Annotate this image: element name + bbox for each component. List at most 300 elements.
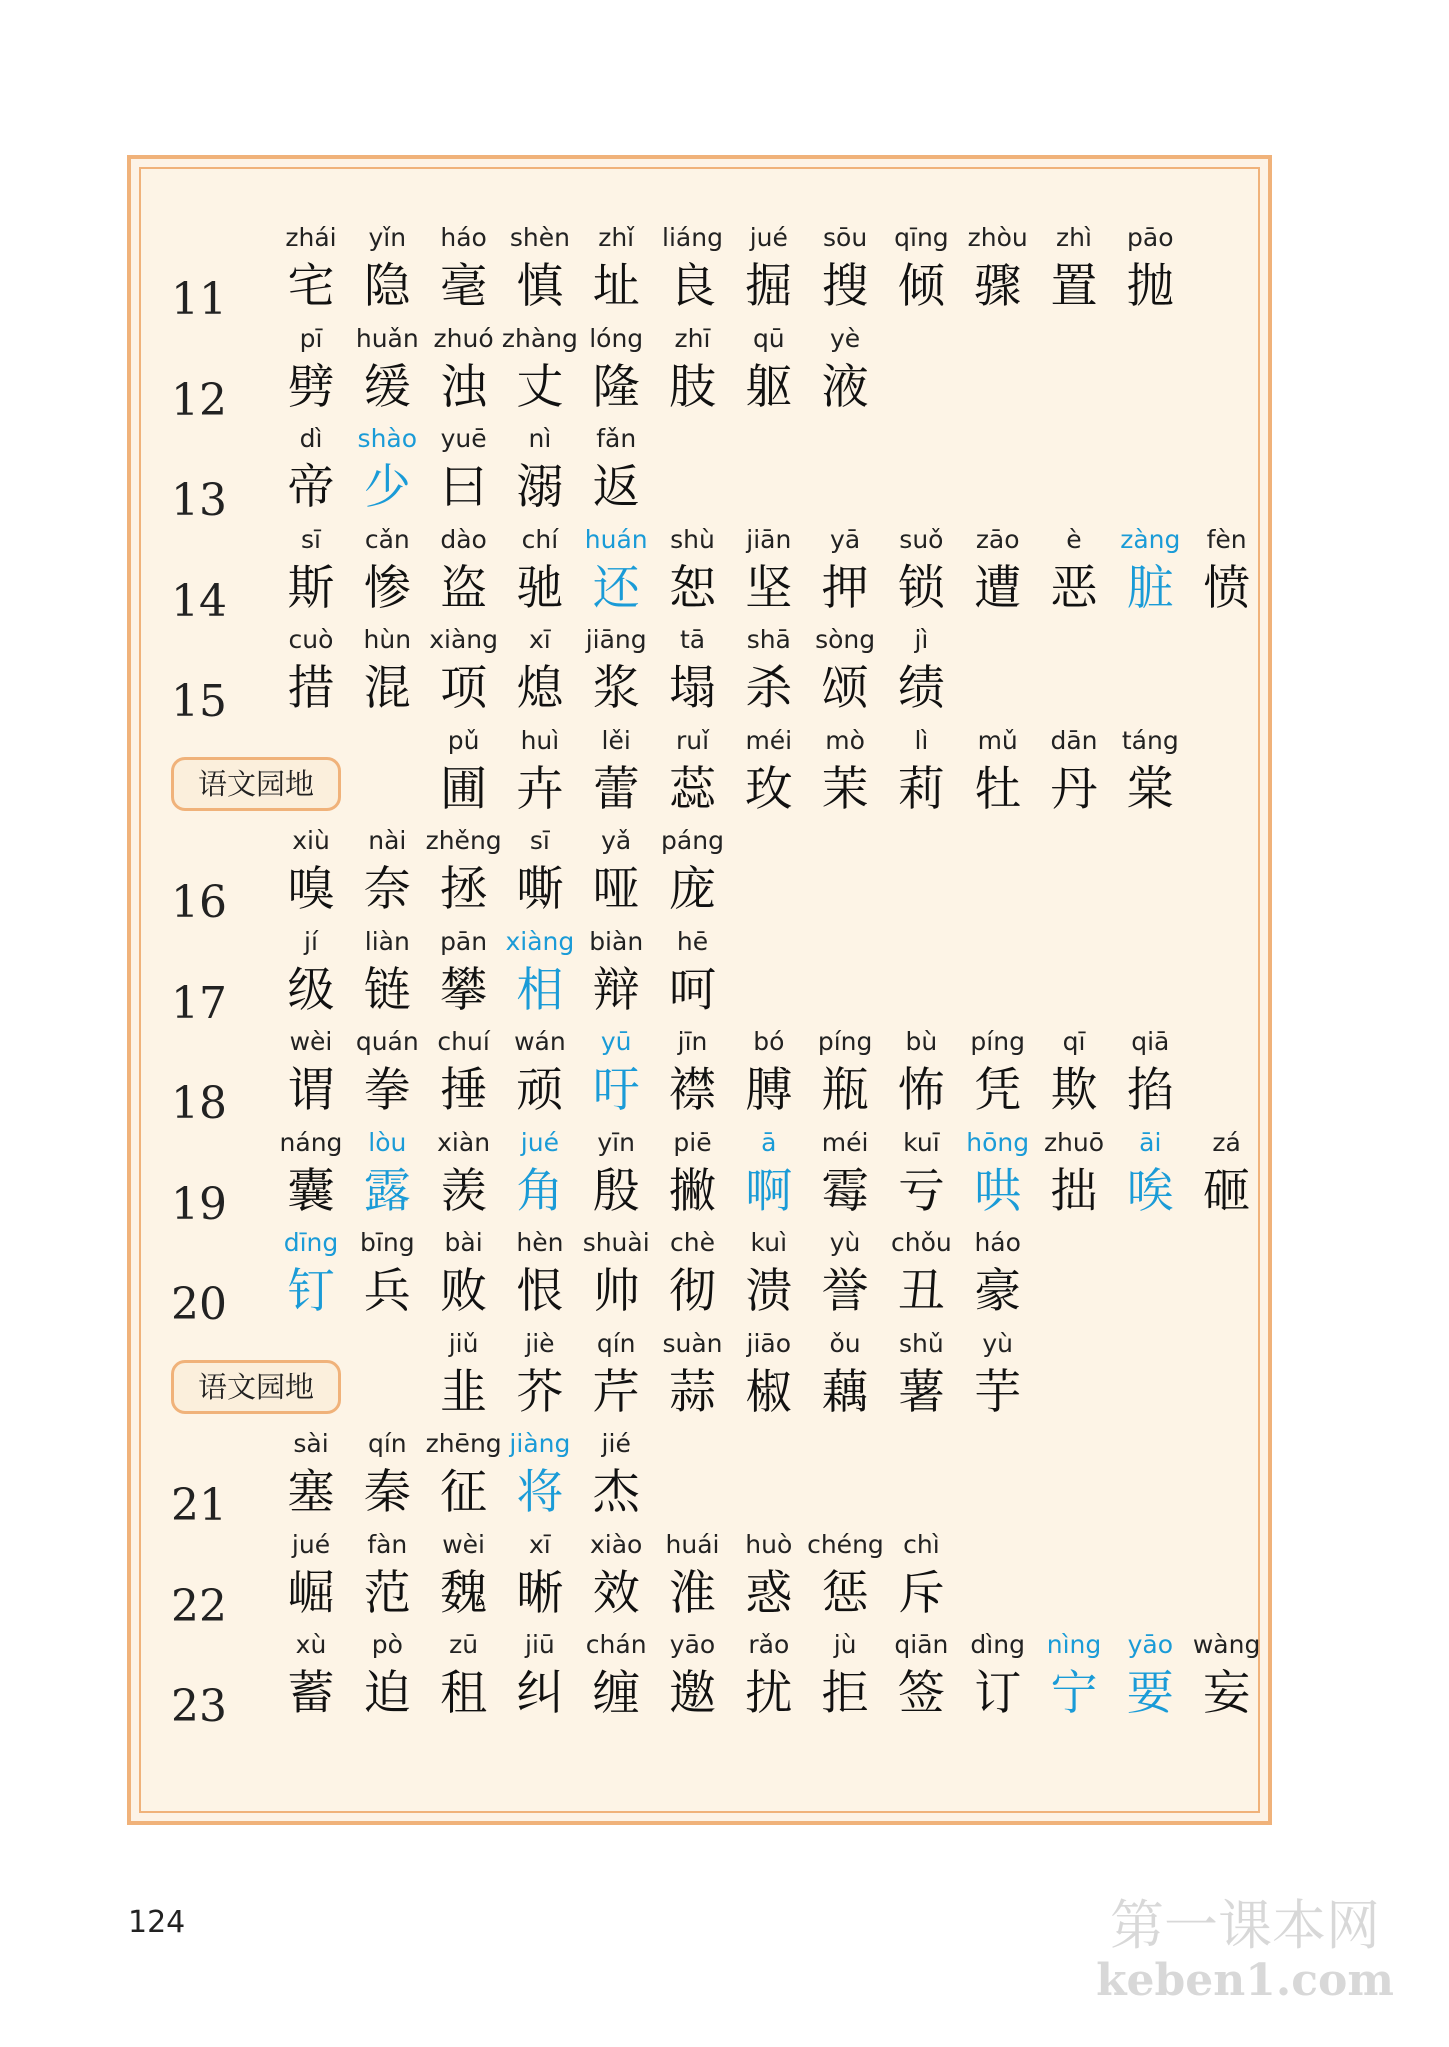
character-cell bbox=[1189, 1626, 1265, 1724]
pinyin: jiāo bbox=[746, 1328, 792, 1358]
hanzi: 坚 bbox=[745, 560, 793, 616]
hanzi: 啊 bbox=[745, 1163, 793, 1219]
pinyin: wàng bbox=[1192, 1630, 1261, 1659]
lesson-row bbox=[141, 822, 1258, 928]
character-cell bbox=[426, 420, 502, 518]
character-cell bbox=[807, 1626, 883, 1724]
hanzi: 将 bbox=[516, 1465, 564, 1520]
lesson-row bbox=[141, 923, 1258, 1029]
character-cell bbox=[1112, 1023, 1188, 1121]
character-cell bbox=[883, 521, 959, 619]
pinyin: ruǐ bbox=[675, 725, 710, 755]
pinyin: chì bbox=[903, 1529, 940, 1559]
hanzi: 薯 bbox=[897, 1364, 945, 1420]
character-cell bbox=[349, 1526, 425, 1624]
character-cell bbox=[349, 923, 425, 1021]
watermark bbox=[1085, 1895, 1405, 2005]
pinyin: zhòu bbox=[967, 223, 1028, 252]
hanzi: 混 bbox=[363, 661, 411, 716]
hanzi: 订 bbox=[974, 1666, 1022, 1721]
hanzi: 芋 bbox=[974, 1364, 1022, 1420]
pinyin: ā bbox=[761, 1127, 777, 1157]
hanzi: 躯 bbox=[745, 359, 793, 415]
hanzi: 范 bbox=[363, 1565, 411, 1621]
lesson-number: 11 bbox=[171, 274, 227, 325]
polyphonic-character bbox=[1112, 521, 1188, 619]
hanzi: 杰 bbox=[592, 1465, 640, 1520]
pinyin: chí bbox=[521, 524, 559, 554]
pinyin: sài bbox=[293, 1429, 329, 1458]
lesson-number: 16 bbox=[171, 877, 227, 928]
pinyin: pò bbox=[371, 1630, 403, 1659]
pinyin: chuí bbox=[437, 1027, 490, 1056]
hanzi: 韭 bbox=[440, 1364, 488, 1420]
character-cell bbox=[502, 320, 578, 418]
pinyin: qī bbox=[1062, 1027, 1086, 1056]
pinyin: bīng bbox=[360, 1228, 415, 1257]
pinyin: dì bbox=[299, 424, 323, 453]
polyphonic-character bbox=[960, 1124, 1036, 1222]
section-row-yuwen-yuandi bbox=[141, 1325, 1258, 1425]
character-cell bbox=[578, 1325, 654, 1423]
hanzi: 嘶 bbox=[516, 862, 564, 917]
polyphonic-character bbox=[502, 1124, 578, 1222]
hanzi: 芥 bbox=[516, 1364, 564, 1420]
character-cell bbox=[349, 521, 425, 619]
character-cell bbox=[731, 1626, 807, 1724]
pinyin: bài bbox=[444, 1228, 483, 1257]
pinyin: jí bbox=[304, 926, 318, 956]
hanzi: 宁 bbox=[1050, 1666, 1098, 1721]
hanzi: 棠 bbox=[1126, 761, 1174, 817]
character-cell bbox=[960, 1224, 1036, 1322]
character-cell bbox=[960, 1626, 1036, 1724]
character-cell bbox=[349, 1224, 425, 1322]
character-cell bbox=[273, 1023, 349, 1121]
character-cell bbox=[349, 320, 425, 418]
character-cell bbox=[349, 219, 425, 317]
character-cell bbox=[655, 219, 731, 317]
hanzi: 誉 bbox=[821, 1264, 869, 1319]
hanzi: 庞 bbox=[669, 862, 716, 917]
character-cell bbox=[426, 1124, 502, 1222]
hanzi: 掐 bbox=[1126, 1063, 1174, 1118]
hanzi: 颂 bbox=[821, 661, 869, 716]
character-cell bbox=[426, 1023, 502, 1121]
character-cell bbox=[578, 923, 654, 1021]
hanzi: 崛 bbox=[287, 1565, 335, 1621]
hanzi: 倾 bbox=[897, 259, 945, 314]
pinyin: hùn bbox=[363, 625, 412, 654]
hanzi: 溃 bbox=[745, 1264, 793, 1319]
pinyin: zāo bbox=[975, 524, 1020, 554]
character-cell bbox=[655, 722, 731, 820]
hanzi: 哄 bbox=[974, 1163, 1022, 1219]
pinyin: bó bbox=[753, 1027, 785, 1056]
lesson-number: 22 bbox=[171, 1580, 227, 1632]
hanzi: 毫 bbox=[440, 259, 488, 314]
pinyin: lòu bbox=[368, 1127, 407, 1157]
pinyin: ǒu bbox=[829, 1328, 861, 1358]
character-cell bbox=[426, 1325, 502, 1423]
pinyin: shào bbox=[357, 424, 418, 453]
hanzi: 圃 bbox=[440, 761, 488, 817]
character-cell bbox=[273, 1526, 349, 1624]
hanzi: 莉 bbox=[897, 761, 945, 817]
character-cell bbox=[807, 219, 883, 317]
hanzi: 掘 bbox=[745, 259, 793, 314]
pinyin: zhǐ bbox=[598, 223, 635, 252]
character-cell bbox=[273, 219, 349, 317]
hanzi: 顽 bbox=[516, 1063, 564, 1118]
hanzi: 欺 bbox=[1050, 1063, 1098, 1118]
hanzi: 返 bbox=[592, 460, 640, 515]
pinyin: táng bbox=[1121, 725, 1179, 755]
lesson-number: 21 bbox=[171, 1480, 227, 1531]
hanzi: 惨 bbox=[363, 560, 411, 616]
hanzi: 浆 bbox=[592, 661, 640, 716]
character-cell bbox=[655, 1626, 731, 1724]
lesson-row bbox=[141, 1626, 1261, 1732]
hanzi: 芹 bbox=[592, 1364, 640, 1420]
hanzi: 斯 bbox=[287, 560, 335, 616]
polyphonic-character bbox=[349, 420, 425, 518]
character-table-frame bbox=[127, 155, 1272, 1825]
watermark-line2: keben1.com bbox=[1096, 1955, 1394, 2006]
lesson-row bbox=[141, 420, 1258, 526]
pinyin: píng bbox=[970, 1027, 1025, 1056]
hanzi: 哑 bbox=[592, 862, 640, 917]
lesson-number: 15 bbox=[171, 676, 227, 727]
character-cell bbox=[1036, 1124, 1112, 1222]
hanzi: 囊 bbox=[287, 1163, 335, 1219]
pinyin: dīng bbox=[283, 1228, 339, 1257]
hanzi: 遭 bbox=[974, 560, 1022, 616]
pinyin: quán bbox=[355, 1027, 419, 1056]
pinyin: sōu bbox=[823, 223, 868, 252]
watermark-line1: 第一课本网 bbox=[1110, 1894, 1380, 1957]
pinyin: jié bbox=[601, 1429, 631, 1458]
pinyin: shǔ bbox=[899, 1328, 944, 1358]
character-cell bbox=[655, 822, 731, 920]
section-row-yuwen-yuandi bbox=[141, 722, 1258, 822]
pinyin: zū bbox=[449, 1630, 479, 1659]
character-cell bbox=[578, 822, 654, 920]
hanzi: 牡 bbox=[974, 761, 1022, 817]
polyphonic-character bbox=[1112, 1124, 1188, 1222]
pinyin: jiè bbox=[525, 1328, 555, 1358]
character-cell bbox=[349, 1626, 425, 1724]
hanzi: 邀 bbox=[669, 1666, 716, 1721]
character-cell bbox=[807, 521, 883, 619]
character-cell bbox=[426, 320, 502, 418]
pinyin: liàn bbox=[364, 926, 410, 956]
pinyin: xiào bbox=[590, 1529, 643, 1559]
character-cell bbox=[1189, 1124, 1265, 1222]
pinyin: zhēng bbox=[425, 1429, 502, 1458]
pinyin: pī bbox=[299, 323, 323, 353]
hanzi: 露 bbox=[363, 1163, 411, 1219]
hanzi: 盗 bbox=[440, 560, 488, 616]
pinyin: fǎn bbox=[596, 424, 637, 453]
character-cell bbox=[655, 1526, 731, 1624]
pinyin: zhěng bbox=[425, 826, 502, 855]
hanzi: 拙 bbox=[1050, 1163, 1098, 1219]
pinyin: jù bbox=[833, 1630, 857, 1659]
pinyin: lěi bbox=[601, 725, 631, 755]
character-cell bbox=[426, 1425, 502, 1523]
hanzi: 呵 bbox=[669, 962, 716, 1018]
character-cell bbox=[807, 1325, 883, 1423]
character-cell bbox=[883, 1626, 959, 1724]
character-cell bbox=[731, 1224, 807, 1322]
lesson-number: 14 bbox=[171, 575, 227, 627]
character-cell bbox=[1036, 722, 1112, 820]
character-cell bbox=[273, 621, 349, 719]
hanzi: 吁 bbox=[592, 1063, 640, 1118]
pinyin: xù bbox=[295, 1630, 327, 1659]
pinyin: jué bbox=[520, 1127, 559, 1157]
polyphonic-character bbox=[502, 1425, 578, 1523]
pinyin: liáng bbox=[662, 223, 723, 252]
hanzi: 级 bbox=[287, 962, 335, 1018]
character-cell bbox=[1036, 1023, 1112, 1121]
hanzi: 项 bbox=[440, 661, 488, 716]
pinyin: xiàng bbox=[429, 625, 498, 654]
pinyin: zhì bbox=[1056, 223, 1092, 252]
character-cell bbox=[426, 219, 502, 317]
hanzi: 纠 bbox=[516, 1666, 564, 1721]
character-cell bbox=[502, 1526, 578, 1624]
pinyin: xī bbox=[529, 625, 551, 654]
character-cell bbox=[807, 1023, 883, 1121]
pinyin: huái bbox=[665, 1529, 720, 1559]
lesson-number: 12 bbox=[171, 374, 227, 426]
pinyin: fèn bbox=[1206, 524, 1247, 554]
pinyin: náng bbox=[279, 1127, 343, 1157]
hanzi: 撇 bbox=[669, 1163, 716, 1219]
character-cell bbox=[273, 1425, 349, 1523]
hanzi: 惩 bbox=[821, 1565, 869, 1621]
polyphonic-character bbox=[1112, 1626, 1188, 1724]
hanzi: 晰 bbox=[516, 1565, 564, 1621]
hanzi: 恨 bbox=[516, 1264, 564, 1319]
character-cell bbox=[883, 1325, 959, 1423]
hanzi: 相 bbox=[516, 962, 564, 1018]
pinyin: sī bbox=[529, 826, 550, 855]
character-cell bbox=[273, 822, 349, 920]
character-cell bbox=[349, 1425, 425, 1523]
pinyin: shù bbox=[670, 524, 715, 554]
character-cell bbox=[578, 1626, 654, 1724]
hanzi: 钉 bbox=[287, 1264, 335, 1319]
pinyin: shā bbox=[746, 625, 791, 654]
hanzi: 襟 bbox=[669, 1063, 716, 1118]
character-cell bbox=[578, 1425, 654, 1523]
pinyin: shèn bbox=[509, 223, 570, 252]
pinyin: lì bbox=[914, 725, 929, 755]
pinyin: biàn bbox=[589, 926, 644, 956]
hanzi: 签 bbox=[897, 1666, 945, 1721]
pinyin: wèi bbox=[289, 1027, 333, 1056]
hanzi: 玫 bbox=[745, 761, 793, 817]
character-cell bbox=[655, 1124, 731, 1222]
lesson-number: 17 bbox=[171, 977, 227, 1029]
hanzi: 辩 bbox=[592, 962, 640, 1018]
pinyin: kuī bbox=[903, 1127, 940, 1157]
hanzi: 角 bbox=[516, 1163, 564, 1219]
pinyin: chǒu bbox=[891, 1228, 952, 1257]
pinyin: qiān bbox=[894, 1630, 949, 1659]
character-cell bbox=[655, 521, 731, 619]
pinyin: yǐn bbox=[368, 223, 407, 252]
hanzi: 砸 bbox=[1203, 1163, 1251, 1219]
polyphonic-character bbox=[502, 923, 578, 1021]
hanzi: 攀 bbox=[440, 962, 488, 1018]
character-cell bbox=[655, 320, 731, 418]
hanzi: 藕 bbox=[821, 1364, 869, 1420]
lesson-number: 19 bbox=[171, 1178, 227, 1230]
hanzi: 迫 bbox=[363, 1666, 411, 1721]
pinyin: zhái bbox=[285, 223, 337, 252]
pinyin: jué bbox=[749, 223, 788, 252]
pinyin: huò bbox=[745, 1529, 793, 1559]
character-cell bbox=[426, 722, 502, 820]
pinyin: píng bbox=[817, 1027, 873, 1056]
hanzi: 措 bbox=[287, 661, 335, 716]
character-cell bbox=[807, 1124, 883, 1222]
hanzi: 膊 bbox=[745, 1063, 793, 1118]
pinyin: huǎn bbox=[355, 323, 419, 353]
character-cell bbox=[578, 621, 654, 719]
hanzi: 嗅 bbox=[287, 862, 335, 917]
character-cell bbox=[578, 1526, 654, 1624]
hanzi: 拒 bbox=[821, 1666, 869, 1721]
character-cell bbox=[349, 621, 425, 719]
pinyin: xiàn bbox=[437, 1127, 491, 1157]
pinyin: tā bbox=[679, 625, 706, 654]
pinyin: mò bbox=[825, 725, 865, 755]
pinyin: méi bbox=[745, 725, 793, 755]
pinyin: dān bbox=[1050, 725, 1098, 755]
pinyin: pān bbox=[440, 926, 488, 956]
lesson-row bbox=[141, 1124, 1258, 1230]
character-cell bbox=[731, 1023, 807, 1121]
character-cell bbox=[426, 1224, 502, 1322]
pinyin: yuē bbox=[440, 424, 487, 453]
pinyin: yū bbox=[600, 1027, 632, 1056]
hanzi: 霉 bbox=[821, 1163, 869, 1219]
character-cell bbox=[502, 722, 578, 820]
polyphonic-character bbox=[273, 1224, 349, 1322]
hanzi: 隐 bbox=[363, 259, 411, 314]
pinyin: pāo bbox=[1127, 223, 1174, 252]
pinyin: nì bbox=[528, 424, 552, 453]
pinyin: sī bbox=[301, 524, 321, 554]
hanzi: 宅 bbox=[287, 259, 335, 314]
hanzi: 魏 bbox=[440, 1565, 488, 1621]
character-cell bbox=[655, 1224, 731, 1322]
pinyin: qín bbox=[596, 1328, 636, 1358]
hanzi: 羡 bbox=[440, 1163, 488, 1219]
pinyin: mǔ bbox=[977, 725, 1018, 755]
character-cell bbox=[502, 1626, 578, 1724]
section-tag: 语文园地 bbox=[171, 1360, 341, 1414]
pinyin: zhī bbox=[674, 323, 711, 353]
pinyin: jīn bbox=[677, 1027, 708, 1056]
hanzi: 恶 bbox=[1050, 560, 1098, 616]
character-cell bbox=[426, 1526, 502, 1624]
hanzi: 址 bbox=[592, 259, 640, 314]
hanzi: 蓄 bbox=[287, 1666, 335, 1721]
pinyin: rǎo bbox=[748, 1630, 790, 1659]
character-cell bbox=[578, 1224, 654, 1322]
character-cell bbox=[578, 420, 654, 518]
character-cell bbox=[1189, 521, 1265, 619]
pinyin: xī bbox=[529, 1529, 551, 1559]
pinyin: wán bbox=[514, 1027, 566, 1056]
character-cell bbox=[883, 621, 959, 719]
pinyin: è bbox=[1066, 524, 1082, 554]
pinyin: yāo bbox=[669, 1630, 716, 1659]
character-cell bbox=[426, 621, 502, 719]
character-cell bbox=[883, 1526, 959, 1624]
character-cell bbox=[807, 320, 883, 418]
character-cell bbox=[731, 320, 807, 418]
character-cell bbox=[807, 1526, 883, 1624]
pinyin: jiǔ bbox=[448, 1328, 479, 1358]
character-cell bbox=[883, 1224, 959, 1322]
lesson-number: 20 bbox=[171, 1279, 227, 1330]
character-cell bbox=[273, 1124, 349, 1222]
character-cell bbox=[807, 1224, 883, 1322]
hanzi: 捶 bbox=[440, 1063, 488, 1118]
pinyin: suǒ bbox=[899, 524, 944, 554]
hanzi: 溺 bbox=[516, 460, 564, 515]
character-cell bbox=[578, 320, 654, 418]
hanzi: 塌 bbox=[669, 661, 716, 716]
pinyin: jì bbox=[914, 625, 929, 654]
hanzi: 椒 bbox=[745, 1364, 793, 1420]
hanzi: 妄 bbox=[1203, 1666, 1251, 1721]
character-cell bbox=[731, 1526, 807, 1624]
character-cell bbox=[960, 722, 1036, 820]
hanzi: 还 bbox=[592, 560, 640, 616]
character-cell bbox=[426, 1626, 502, 1724]
character-cell bbox=[807, 621, 883, 719]
pinyin: páng bbox=[661, 826, 724, 855]
pinyin: zhuó bbox=[433, 323, 494, 353]
polyphonic-character bbox=[731, 1124, 807, 1222]
lesson-row bbox=[141, 1425, 1258, 1531]
lesson-row bbox=[141, 320, 1258, 426]
hanzi: 拳 bbox=[363, 1063, 411, 1118]
lesson-row bbox=[141, 1023, 1258, 1129]
pinyin: qū bbox=[752, 323, 785, 353]
hanzi: 帅 bbox=[592, 1264, 640, 1319]
pinyin: yù bbox=[982, 1328, 1013, 1358]
lesson-row bbox=[141, 1526, 1258, 1632]
hanzi: 锁 bbox=[897, 560, 945, 616]
hanzi: 绩 bbox=[897, 661, 945, 716]
section-tag: 语文园地 bbox=[171, 757, 341, 811]
polyphonic-character bbox=[349, 1124, 425, 1222]
pinyin: zá bbox=[1212, 1127, 1241, 1157]
character-cell bbox=[960, 521, 1036, 619]
hanzi: 驰 bbox=[516, 560, 564, 616]
lesson-row bbox=[141, 621, 1258, 727]
hanzi: 丈 bbox=[516, 359, 564, 415]
